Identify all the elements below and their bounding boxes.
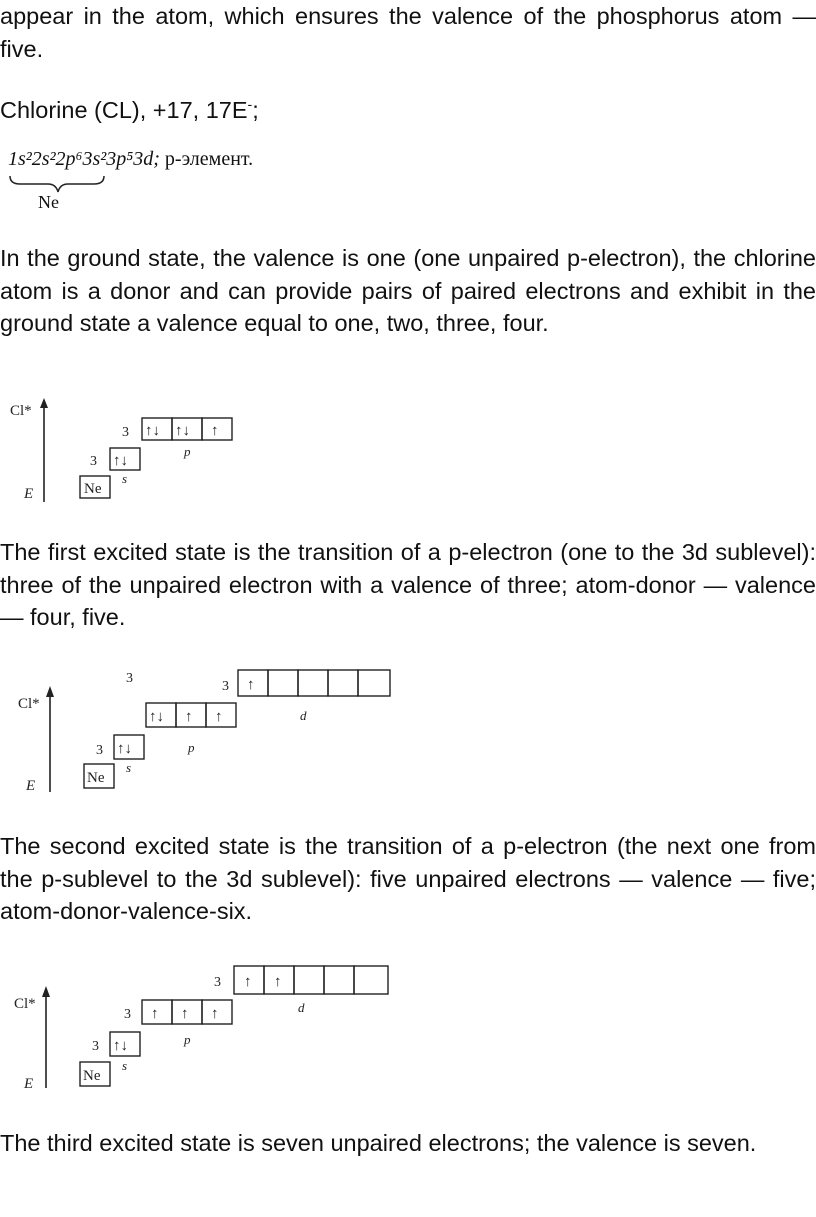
p-level-number: 3 <box>122 425 129 440</box>
d-sublevel-label: d <box>298 1000 305 1015</box>
d-orbital-box <box>354 966 388 994</box>
p-orbital-electrons: ↑ <box>211 1006 219 1022</box>
d-orbital-electrons: ↑ <box>247 677 255 693</box>
s-level-number: 3 <box>92 1039 99 1054</box>
element-label: Cl* <box>14 996 36 1012</box>
configuration-core: 1s²2s²2p⁶ <box>8 148 83 170</box>
d-sublevel-label: d <box>300 708 307 723</box>
energy-label: E <box>24 486 34 502</box>
brace-label: Ne <box>38 192 59 212</box>
energy-label: E <box>24 1076 34 1092</box>
chlorine-header-end: ; <box>252 96 259 123</box>
element-label: Cl* <box>10 403 32 419</box>
d-level-number: 3 <box>222 679 229 694</box>
p-sublevel-label: p <box>188 740 195 755</box>
chlorine-header-text: Chlorine (CL), +17, 17E <box>0 96 248 123</box>
s-level-number: 3 <box>96 743 103 758</box>
s-orbital-electrons: ↑↓ <box>113 453 128 469</box>
d-orbital-box <box>298 670 328 696</box>
paragraph-chlorine-header <box>0 88 816 126</box>
paragraph-first-excited: The first excited state is the transition of a p-electron (one to the 3d sublevel): three of the unpaired electron with a valence of three; atom-donor — valence — four, five. <box>0 539 816 630</box>
p-orbital-electrons: ↑ <box>181 1006 189 1022</box>
s-sublevel-label: s <box>122 1058 128 1073</box>
d-orbital-electrons: ↑ <box>274 974 282 990</box>
core-label: Ne <box>84 481 102 497</box>
p-orbital-electrons: ↑↓ <box>149 709 164 725</box>
paragraph-intro: appear in the atom, which ensures the valence of the phosphorus atom — five. <box>0 3 816 62</box>
element-label: Cl* <box>18 696 40 712</box>
p-orbital-electrons: ↑ <box>151 1006 159 1022</box>
core-label: Ne <box>87 770 105 786</box>
s-level-number: 3 <box>90 454 97 469</box>
d-orbital-box <box>294 966 324 994</box>
d-level-number: 3 <box>214 975 221 990</box>
p-orbital-electrons: ↑ <box>185 709 193 725</box>
core-label: Ne <box>83 1068 101 1084</box>
energy-label: E <box>26 778 36 794</box>
d-orbital-box <box>328 670 358 696</box>
energy-axis-arrow <box>46 686 54 697</box>
d-orbital-electrons: ↑ <box>244 974 252 990</box>
element-type-label: p-элемент. <box>164 148 254 170</box>
p-level-number: 3 <box>126 671 133 686</box>
paragraph-ground-state: In the ground state, the valence is one (one unpaired p-electron), the chlorine atom is a donor and can provide pairs of paired electrons and exhibit in the ground state a valence equal to one, two, three, four. <box>0 245 816 336</box>
p-orbital-electrons: ↑↓ <box>145 423 160 439</box>
p-orbital-electrons: ↑ <box>211 423 219 439</box>
p-orbital-electrons: ↑ <box>215 709 223 725</box>
first-excited-diagram <box>0 660 420 800</box>
d-orbital-box <box>268 670 298 696</box>
s-orbital-electrons: ↑↓ <box>117 741 132 757</box>
electron-configuration <box>8 148 308 218</box>
configuration-formula <box>8 148 253 171</box>
second-excited-diagram <box>0 958 410 1098</box>
s-orbital-electrons: ↑↓ <box>113 1038 128 1054</box>
d-orbital-box <box>358 670 390 696</box>
paragraph-third-excited: The third excited state is seven unpaired electrons; the valence is seven. <box>0 1130 757 1156</box>
p-level-number: 3 <box>124 1007 131 1022</box>
ground-state-diagram <box>0 392 260 512</box>
s-sublevel-label: s <box>122 471 128 486</box>
energy-axis-arrow <box>40 398 48 408</box>
p-sublevel-label: p <box>184 444 191 459</box>
s-sublevel-label: s <box>126 760 132 775</box>
energy-axis-arrow <box>42 986 50 997</box>
p-sublevel-label: p <box>184 1032 191 1047</box>
p-orbital-electrons: ↑↓ <box>175 423 190 439</box>
paragraph-second-excited: The second excited state is the transition of a p-electron (the next one from the p-sublevel to the 3d sublevel): five unpaired electrons — valence — five; atom-donor-valence-six. <box>0 833 816 924</box>
d-orbital-box <box>324 966 354 994</box>
configuration-outer: 3s²3p⁵3d; <box>82 148 160 170</box>
charge-superscript: - <box>247 96 253 112</box>
